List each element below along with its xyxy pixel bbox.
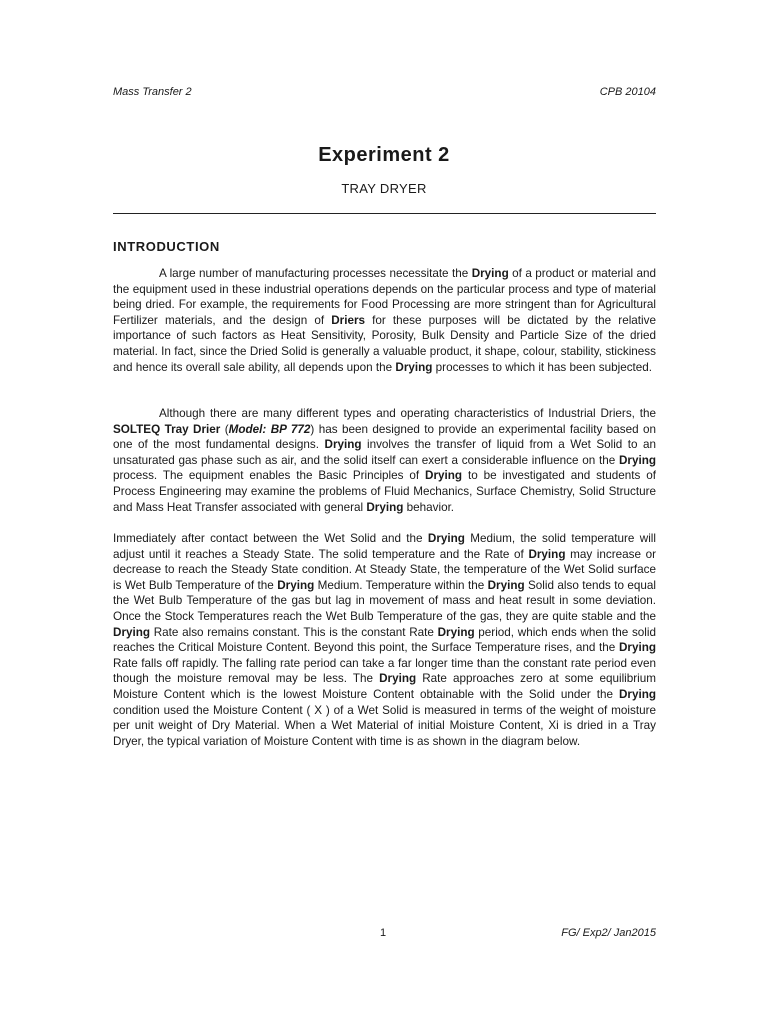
paragraph-run: Medium. Temperature within the [314,578,488,592]
emphasis-text: Drying [324,438,362,452]
section-heading: INTRODUCTION [113,239,220,254]
paragraph-run: ) has been designed to provide an experimental facility based on one of the most fundamental designs. [113,422,656,452]
paragraph-run: may increase or decrease to reach the Steady State condition. At Steady State, the temperature of the Wet Solid surface is Wet Bulb Temperature of the [113,547,656,592]
intro-paragraph-3 [113,531,656,749]
page-number: 1 [380,927,387,939]
emphasis-text: Drying [487,578,525,592]
emphasis-text: Drying [618,687,656,701]
emphasis-text: Drying [427,532,465,545]
paragraph-run: to be investigated and students of Process Engineering may examine the problems of Fluid Mechanics, Surface Chemistry, Solid Structure and Mass Heat Transfer associated with general [113,469,656,514]
paragraph-run: condition used the Moisture Content ( X ) of a Wet Solid is measured in terms of the weight of moisture per unit weight of Dry Material. When a Wet Material of initial Moisture Content, Xi is dried in a Tray Dryer, the typical variation of Moisture Content with time is as shown in the diagram below. [113,703,656,748]
page-subtitle: TRAY DRYER [341,181,427,196]
title-divider [113,213,656,214]
emphasis-text: Drying [618,641,656,655]
paragraph-run: processes to which it has been subjected. [432,360,653,374]
page-title: Experiment 2 [318,144,450,166]
emphasis-text: Drying [437,625,475,639]
emphasis-text: SOLTEQ Tray Drier [113,422,221,436]
emphasis-text: Drying [379,672,417,686]
emphasis-text: Drying [528,547,566,561]
paragraph-run: Immediately after contact between the Wet Solid and the [113,532,428,545]
intro-paragraph-1 [113,266,656,375]
emphasis-text: Drying [618,453,656,467]
paragraph-run: Medium, the solid temperature will adjust until it reaches a Steady State. The solid temperature and the Rate of [113,532,656,561]
paragraph-run: Solid also tends to equal the Wet Bulb Temperature of the gas but lag in movement of mass and heat result in some deviation. Once the Stock Temperatures reach the Wet Bulb Temperature of the gas, they are quite stable and the [113,578,656,623]
paragraph-run: behavior. [403,500,455,514]
intro-paragraph-2 [113,406,656,515]
footer-reference: FG/ Exp2/ Jan2015 [561,927,656,939]
paragraph-run: process. The equipment enables the Basic Principles of [113,469,426,483]
paragraph-run: A large number of manufacturing processes necessitate the [159,267,472,280]
paragraph-run: Rate also remains constant. This is the constant Rate [150,625,438,639]
emphasis-text: Drying [277,578,315,592]
paragraph-run: for these purposes will be dictated by the relative importance of such factors as Heat Sensitivity, Porosity, Bulk Density and Particle Size of the dried material. In fact, since the Dried Solid is generally a valuable product, it shape, colour, stability, stickiness and hence its overall sale ability, all depends upon the [113,313,656,374]
header-course-title: Mass Transfer 2 [113,86,192,98]
emphasis-text: Drying [113,625,151,639]
emphasis-text: Drying [366,500,404,514]
paragraph-run: Although there are many different types and operating characteristics of Industrial Driers, the [159,407,656,420]
emphasis-text: Drying [471,267,509,280]
paragraph-text [113,531,656,749]
paragraph-run: involves the transfer of liquid from a Wet Solid to an unsaturated gas phase such as air, and the solid itself can exert a considerable influence on the [113,438,656,467]
paragraph-text [113,266,656,375]
emphasis-text: Driers [331,313,366,327]
emphasis-text: Drying [425,469,463,483]
paragraph-run: ( [220,422,229,436]
paragraph-run: of a product or material and the equipment used in these industrial operations depends on the particular process and type of material being dried. For example, the requirements for Food Processing are more stringent than for Agricultural Fertilizer materials, and the design of [113,267,656,327]
paragraph-text [113,406,656,515]
emphasis-text: Drying [395,360,433,374]
emphasis-text: Model: BP 772 [228,422,311,436]
paragraph-run: Rate approaches zero at some equilibrium Moisture Content which is the lowest Moisture Content obtainable with the Solid under the [113,672,656,701]
paragraph-run: period, which ends when the solid reaches the Critical Moisture Content. Beyond this point, the Surface Temperature rises, and the [113,625,657,655]
paragraph-run: Rate falls off rapidly. The falling rate period can take a far longer time than the constant rate period even though the moisture removal may be less. The [113,656,656,686]
header-course-code: CPB 20104 [599,86,656,98]
